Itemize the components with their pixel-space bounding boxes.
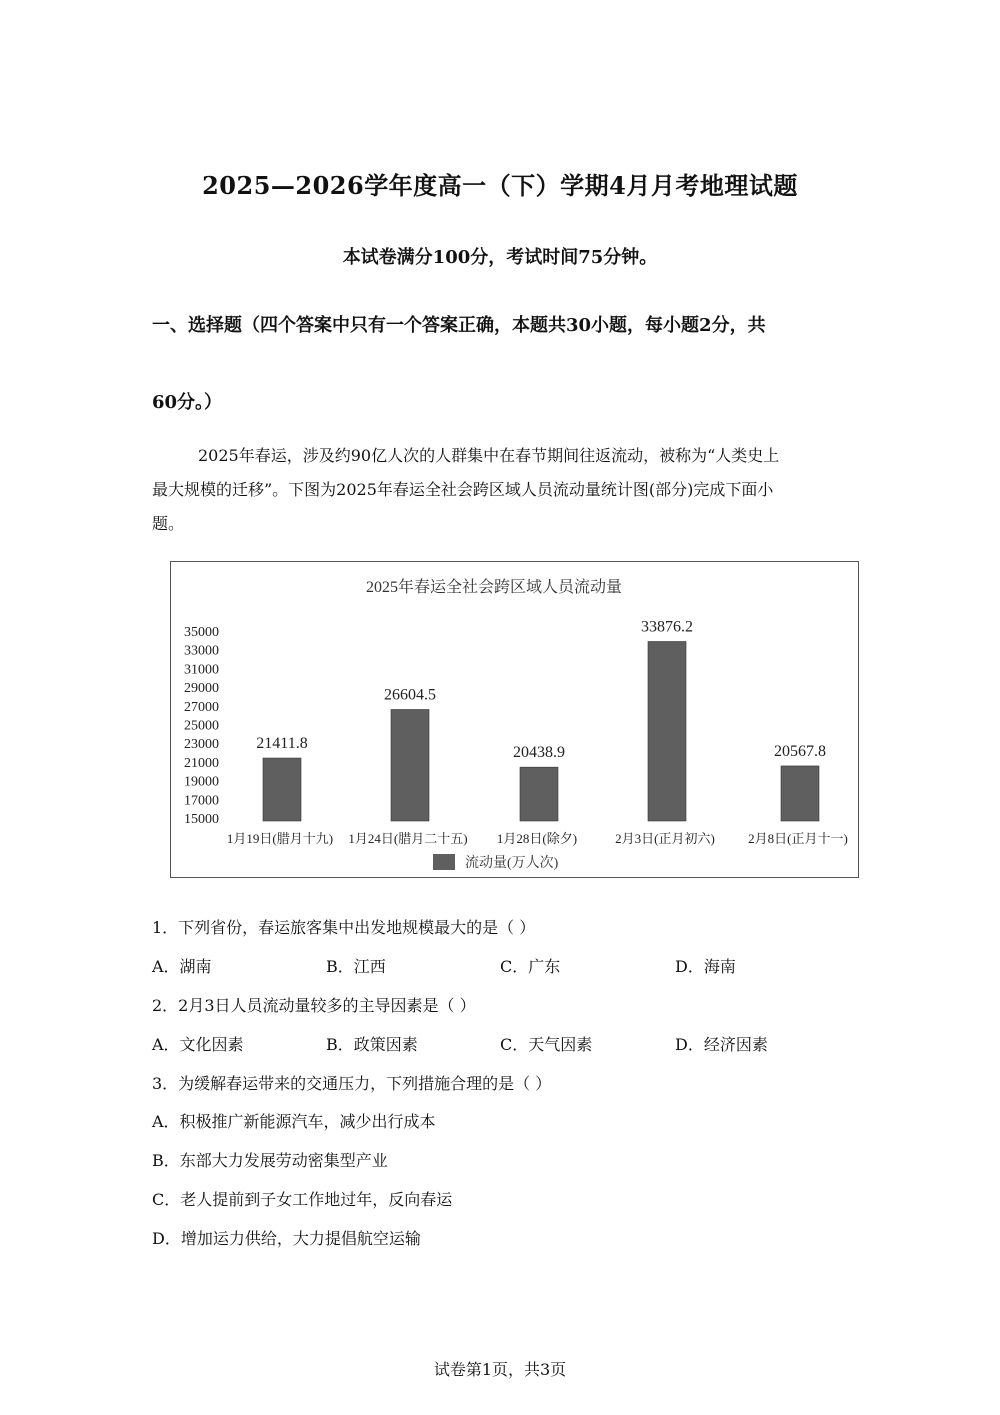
y-axis-ticks [184, 625, 219, 827]
x-category-label: 1月28日(除夕) [496, 831, 578, 846]
passage-line1: 2025年春运，涉及约90亿人次的人群集中在春节期间往返流动，被称为“人类史上 [198, 446, 780, 465]
y-tick-label: 29000 [184, 681, 219, 697]
question-2-stem: 2．2月3日人员流动量较多的主导因素是（ ） [152, 996, 476, 1015]
chart-title: 2025年春运全社会跨区域人员流动量 [365, 579, 623, 596]
q2-option-d[interactable]: D．经济因素 [675, 1035, 768, 1054]
bar [781, 766, 819, 821]
passage-line3: 题。 [152, 514, 185, 533]
exam-title: 2025—2026学年度高一（下）学期4月月考地理试题 [202, 171, 798, 200]
passage-line2: 最大规模的迁移”。下图为2025年春运全社会跨区域人员流动量统计图(部分)完成下面小 [152, 480, 774, 499]
bar [263, 758, 301, 821]
y-tick-label: 27000 [184, 699, 219, 715]
y-tick-label: 25000 [184, 718, 219, 734]
q1-option-d[interactable]: D．海南 [675, 957, 736, 976]
chart-svg [171, 562, 858, 877]
legend-swatch [433, 854, 455, 870]
q2-option-c[interactable]: C．天气因素 [500, 1035, 593, 1054]
q1-option-b[interactable]: B．江西 [326, 957, 386, 976]
question-1-stem: 1．下列省份，春运旅客集中出发地规模最大的是（ ） [152, 918, 536, 937]
section-heading-line2: 60分。） [152, 392, 223, 413]
flow-bar-chart [170, 561, 859, 878]
section-heading-line1: 一、选择题（四个答案中只有一个答案正确，本题共30小题，每小题2分，共 [152, 315, 766, 336]
x-axis-labels [227, 831, 848, 846]
x-category-label: 2月8日(正月十一) [748, 831, 848, 846]
q3-option-c[interactable]: C．老人提前到子女工作地过年，反向春运 [152, 1190, 453, 1209]
bar [648, 642, 686, 821]
legend [433, 854, 559, 871]
q1-option-a[interactable]: A．湖南 [152, 957, 212, 976]
y-tick-label: 19000 [184, 774, 219, 790]
y-tick-label: 35000 [184, 625, 219, 640]
x-category-label: 1月24日(腊月二十五) [348, 831, 468, 846]
q2-option-b[interactable]: B．政策因素 [326, 1035, 418, 1054]
bar-value-label: 20438.9 [513, 744, 565, 762]
bar-value-label: 20567.8 [774, 742, 826, 760]
bars [256, 619, 826, 821]
exam-subtitle: 本试卷满分100分，考试时间75分钟。 [342, 247, 658, 268]
passage [152, 439, 852, 541]
bar [391, 709, 429, 821]
x-category-label: 1月19日(腊月十九) [226, 831, 334, 846]
legend-label: 流动量(万人次) [465, 856, 559, 871]
q3-option-a[interactable]: A．积极推广新能源汽车，减少出行成本 [152, 1112, 436, 1131]
question-3-stem: 3．为缓解春运带来的交通压力，下列措施合理的是（ ） [152, 1074, 552, 1093]
y-tick-label: 31000 [184, 662, 219, 678]
bar-value-label: 33876.2 [641, 618, 693, 636]
bar-value-label: 21411.8 [256, 735, 308, 753]
y-tick-label: 21000 [184, 755, 219, 771]
bar [520, 767, 558, 821]
y-tick-label: 33000 [184, 643, 219, 659]
y-tick-label: 15000 [184, 812, 219, 827]
y-tick-label: 23000 [184, 737, 219, 753]
y-tick-label: 17000 [184, 793, 219, 809]
bar-value-label: 26604.5 [384, 686, 436, 704]
x-category-label: 2月3日(正月初六) [615, 831, 715, 846]
q2-option-a[interactable]: A．文化因素 [152, 1035, 244, 1054]
q3-option-d[interactable]: D．增加运力供给，大力提倡航空运输 [152, 1229, 421, 1248]
q3-option-b[interactable]: B．东部大力发展劳动密集型产业 [152, 1151, 388, 1170]
q1-option-c[interactable]: C．广东 [500, 957, 561, 976]
page-footer: 试卷第1页，共3页 [433, 1360, 567, 1379]
